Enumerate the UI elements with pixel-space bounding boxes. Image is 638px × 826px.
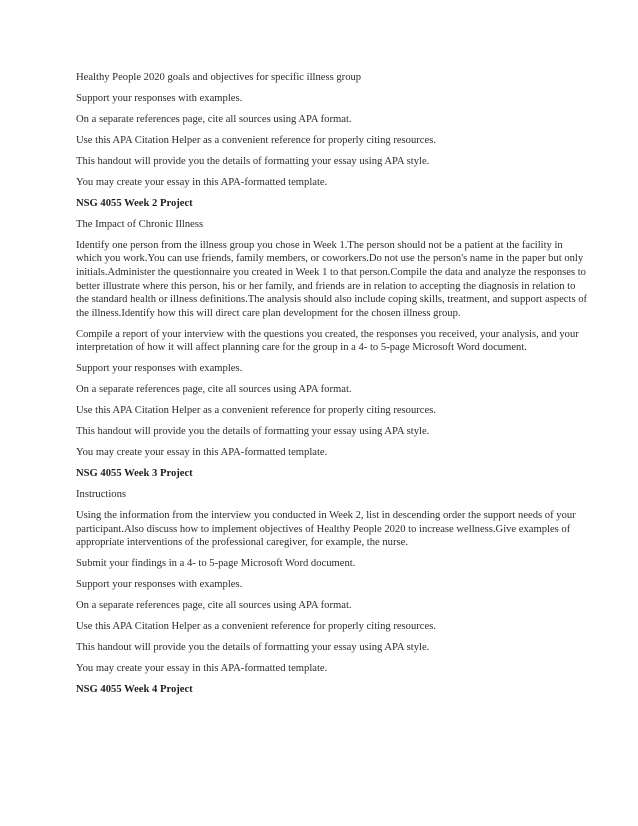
paragraph-instructions: Instructions	[76, 489, 127, 501]
paragraph-support-examples: Support your responses with examples.	[76, 363, 243, 375]
paragraph-handout-formatting: This handout will provide you the details of formatting your essay using APA style.	[76, 426, 430, 438]
paragraph-apa-template: You may create your essay in this APA-formatted template.	[76, 176, 328, 188]
heading-week-4-project: NSG 4055 Week 4 Project	[76, 684, 193, 696]
paragraph-citation-helper: Use this APA Citation Helper as a convenient reference for properly citing resources.	[76, 405, 436, 417]
paragraph-citation-helper: Use this APA Citation Helper as a convenient reference for properly citing resources.	[76, 134, 436, 146]
heading-week-2-project: NSG 4055 Week 2 Project	[76, 197, 193, 209]
paragraph-goals-objectives: Healthy People 2020 goals and objectives for specific illness group	[76, 72, 362, 83]
paragraph-references-apa: On a separate references page, cite all sources using APA format.	[76, 384, 352, 396]
paragraph-handout-formatting: This handout will provide you the details of formatting your essay using APA style.	[76, 642, 430, 654]
paragraph-citation-helper: Use this APA Citation Helper as a convenient reference for properly citing resources.	[76, 621, 436, 633]
paragraph-submit-findings: Submit your findings in a 4- to 5-page Microsoft Word document.	[76, 558, 356, 570]
paragraph-references-apa: On a separate references page, cite all sources using APA format.	[76, 113, 352, 125]
paragraph-identify-person: Identify one person from the illness group you chose in Week 1.The person should not be a patient at the facility in which you work.You can use friends, family members, or coworkers.Do not use the person's name in the paper but only initials.Administer the questionnaire you created in Week 1 to that person.Compile the data and analyze the responses to better illustrate where this person, his or her family, and friends are in relation to accepting the diagnosis in relation to the standard health or illness definitions.The analysis should also include coping skills, treatment, and support aspects of the illness.Identify how this will direct care plan development for the chosen illness group.	[76, 239, 588, 319]
paragraph-support-needs: Using the information from the interview you conducted in Week 2, list in descending order the support needs of your participant.Also discuss how to implement objectives of Healthy People 2020 to increase wellness.Give examples of appropriate interventions of the professional caregiver, for example, the nurse.	[76, 510, 576, 549]
paragraph-chronic-illness-title: The Impact of Chronic Illness	[76, 218, 204, 230]
paragraph-apa-template: You may create your essay in this APA-formatted template.	[76, 447, 328, 459]
paragraph-apa-template: You may create your essay in this APA-formatted template.	[76, 663, 328, 675]
paragraph-handout-formatting: This handout will provide you the details of formatting your essay using APA style.	[76, 155, 430, 167]
paragraph-references-apa: On a separate references page, cite all sources using APA format.	[76, 600, 352, 612]
paragraph-support-examples: Support your responses with examples.	[76, 92, 243, 104]
paragraph-support-examples: Support your responses with examples.	[76, 579, 243, 591]
paragraph-compile-report: Compile a report of your interview with the questions you created, the responses you received, your analysis, and your interpretation of how it will affect planning care for the group in a 4- to 5-page Microsoft Word document.	[76, 328, 579, 354]
heading-week-3-project: NSG 4055 Week 3 Project	[76, 468, 193, 480]
